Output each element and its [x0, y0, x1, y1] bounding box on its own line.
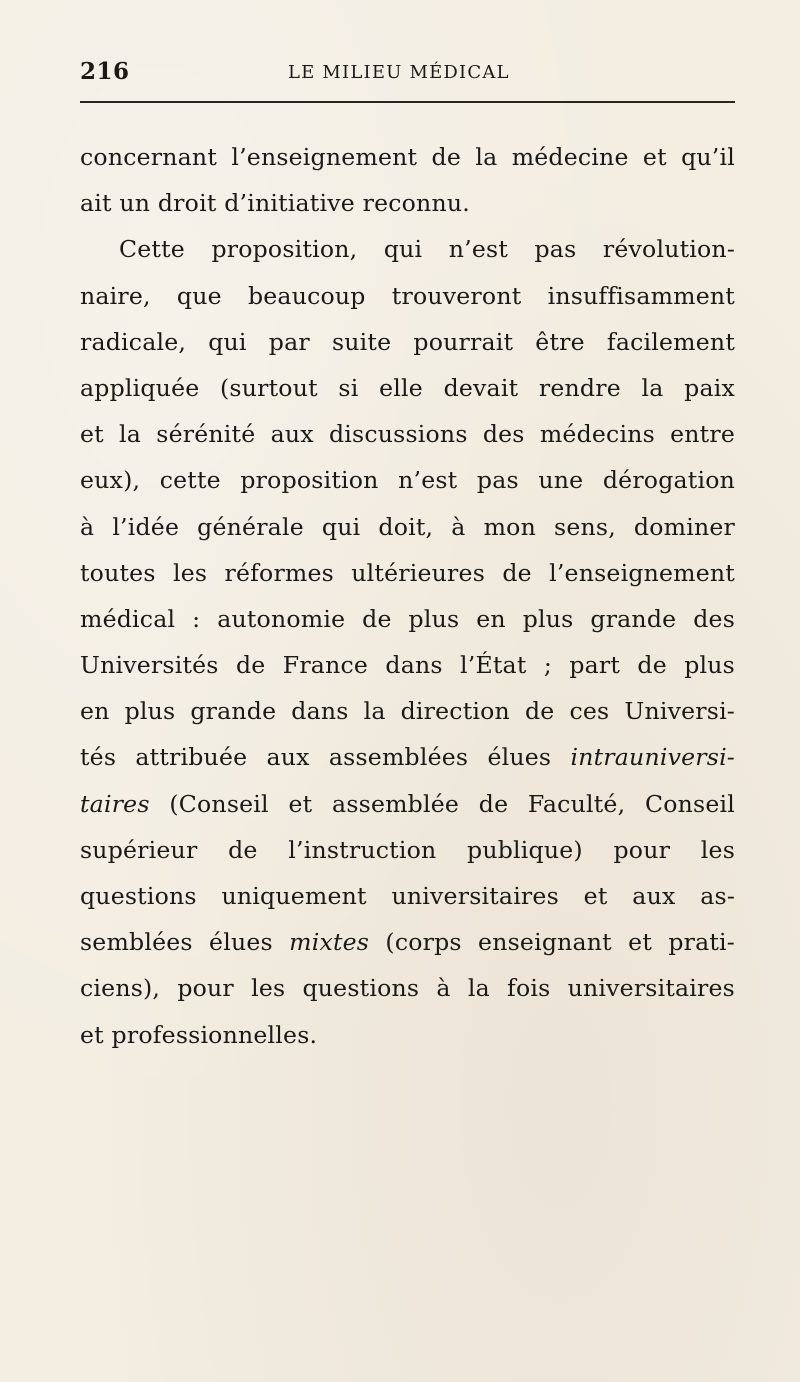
text-line [80, 919, 735, 965]
page-number: 216 [80, 58, 130, 85]
text-line: appliquée (surtout si elle devait rendre la paix [80, 373, 735, 402]
text-line [80, 781, 735, 827]
body-paragraphs [80, 134, 735, 1058]
page-header [80, 58, 735, 98]
text-line: supérieur de l’instruction publique) pour les [80, 835, 735, 864]
text-line: et professionnelles. [80, 1020, 318, 1049]
text-line: à l’idée générale qui doit, à mon sens, dominer [80, 512, 735, 541]
text-line: ciens), pour les questions à la fois universitaires [80, 974, 735, 1003]
text-line: eux), cette proposition n’est pas une dérogation [80, 466, 735, 495]
text-line: toutes les réformes ultérieures de l’enseignement [80, 558, 735, 587]
running-title: LE MILIEU MÉDICAL [288, 62, 510, 83]
italic-term: mixtes [289, 928, 370, 957]
text-segment: (corps enseignant et prati- [385, 928, 735, 957]
text-segment: tés attribuée aux assemblées élues [80, 743, 552, 772]
header-rule [80, 101, 735, 103]
text-line [80, 734, 735, 780]
text-line: Universités de France dans l’État ; part de plus [80, 651, 735, 680]
text-line: en plus grande dans la direction de ces Universi- [80, 697, 735, 726]
text-line: concernant l’enseignement de la médecine et qu’il [80, 143, 735, 171]
text-segment: semblées élues [80, 928, 273, 957]
text-line: ait un droit d’initiative reconnu. [80, 189, 470, 218]
text-line: et la sérénité aux discussions des médecins entre [80, 420, 735, 449]
italic-term: intrauniversi- [570, 743, 735, 772]
text-line: médical : autonomie de plus en plus grande des [80, 604, 735, 633]
text-line: questions uniquement universitaires et aux as- [80, 882, 735, 910]
text-segment: (Conseil et assemblée de Faculté, Conseil [169, 789, 735, 818]
text-line: naire, que beaucoup trouveront insuffisamment [80, 281, 735, 310]
text-line: Cette proposition, qui n’est pas révolution- [119, 235, 735, 264]
italic-term: taires [80, 789, 150, 818]
text-line: radicale, qui par suite pourrait être facilement [80, 327, 735, 356]
